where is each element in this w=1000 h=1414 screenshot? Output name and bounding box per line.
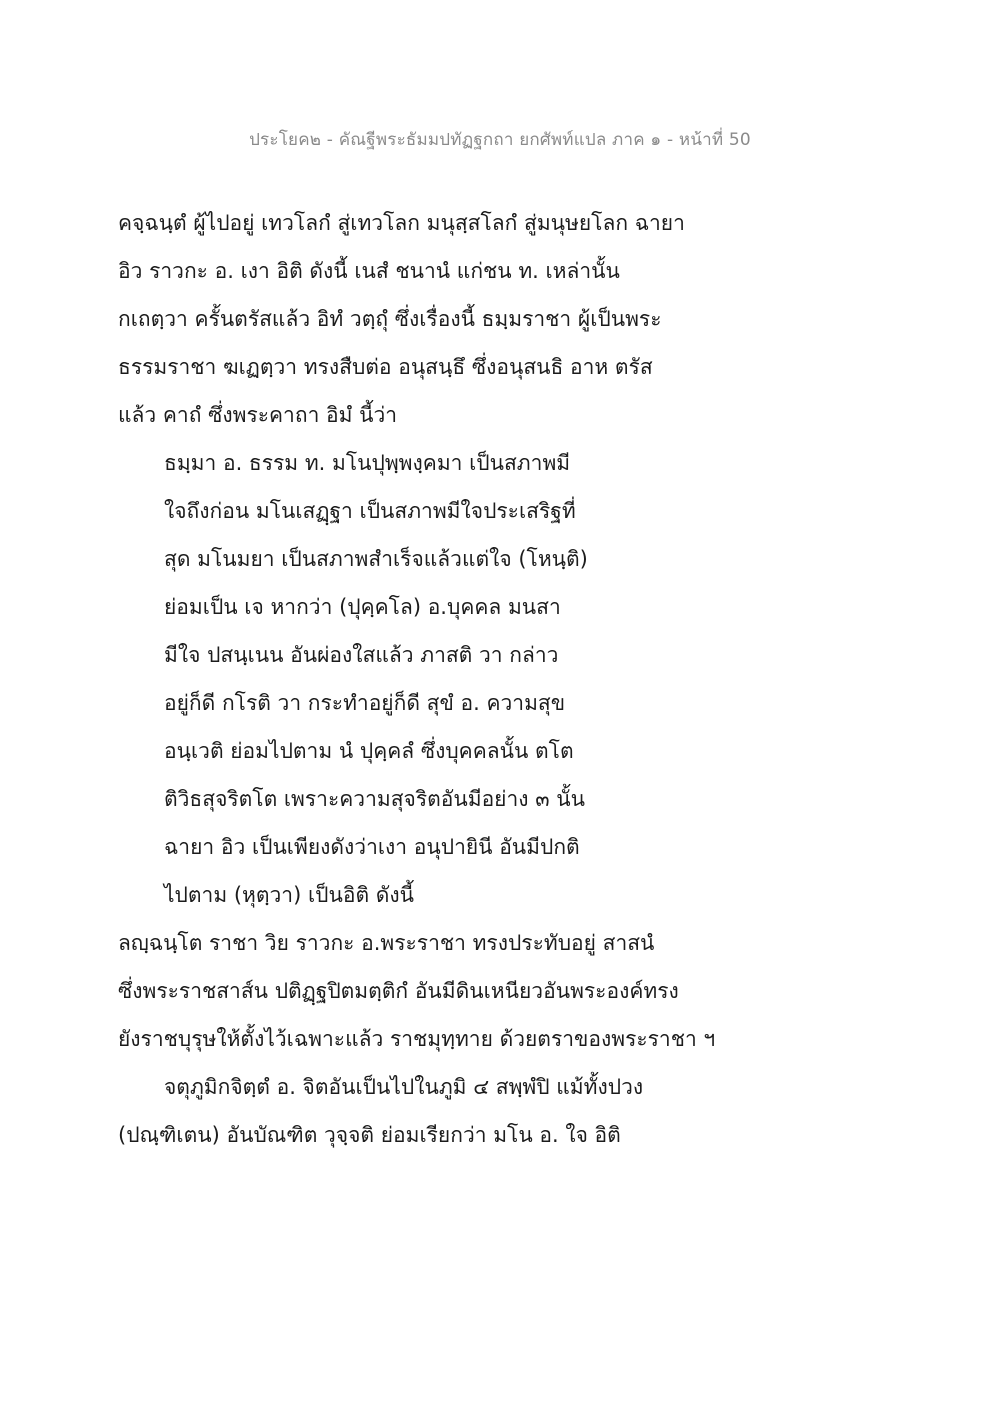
verse-line-5: มีใจ ปสนฺเนน อันผ่องใสแล้ว ภาสติ วา กล่าว — [164, 643, 559, 667]
text-line-10: (ปณฺฑิเตน) อันบัณฑิต วุจฺจติ ย่อมเรียกว่า มโน อ. ใจ อิติ — [118, 1123, 621, 1147]
text-line-7: ซึ่งพระราชสาส์น ปติฏฺฐปิตมตฺติกํ อันมีดินเหนียวอันพระองค์ทรง — [118, 979, 679, 1003]
text-line-6: ลญฺฉนฺโต ราชา วิย ราวกะ อ.พระราชา ทรงประทับอยู่ สาสนํ — [118, 931, 655, 955]
verse-line-7: อนฺเวติ ย่อมไปตาม นํ ปุคฺคลํ ซึ่งบุคคลนั้น ตโต — [164, 739, 574, 763]
text-line-4: ธรรมราชา ฆเฏตฺวา ทรงสืบต่อ อนุสนฺธึ ซึ่งอนุสนธิ อาห ตรัส — [118, 355, 653, 379]
text-line-9: จตุภูมิกจิตฺตํ อ. จิตอันเป็นไปในภูมิ ๔ สพฺพํปิ แม้ทั้งปวง — [164, 1075, 644, 1099]
verse-line-6: อยู่ก็ดี กโรติ วา กระทำอยู่ก็ดี สุขํ อ. ความสุข — [164, 691, 566, 715]
verse-line-3: สุด มโนมยา เป็นสภาพสำเร็จแล้วแต่ใจ (โหนฺติ) — [164, 547, 588, 571]
verse-line-1: ธมฺมา อ. ธรรม ท. มโนปุพฺพงฺคมา เป็นสภาพมี — [164, 451, 571, 475]
verse-line-4: ย่อมเป็น เจ หากว่า (ปุคฺคโล) อ.บุคคล มนสา — [164, 595, 561, 619]
verse-line-9: ฉายา อิว เป็นเพียงดังว่าเงา อนุปายินี อันมีปกติ — [164, 835, 580, 859]
page-header: ประโยค๒ - คัณฐีพระธัมมปทัฏฐกถา ยกศัพท์แปล ภาค ๑ - หน้าที่ 50 — [249, 130, 751, 150]
verse-line-10: ไปตาม (หุตฺวา) เป็นอิติ ดังนี้ — [164, 883, 415, 907]
text-line-8: ยังราชบุรุษให้ตั้งไว้เฉพาะแล้ว ราชมุทฺทาย ด้วยตราของพระราชา ฯ — [118, 1027, 716, 1051]
text-line-5: แล้ว คาถํ ซึ่งพระคาถา อิมํ นี้ว่า — [118, 403, 398, 427]
text-line-3: กเถตฺวา ครั้นตรัสแล้ว อิทํ วตฺถุํ ซึ่งเรื่องนี้ ธมฺมราชา ผู้เป็นพระ — [118, 307, 662, 331]
text-line-1: คจฺฉนฺตํ ผู้ไปอยู่ เทวโลกํ สู่เทวโลก มนุสฺสโลกํ สู่มนุษยโลก ฉายา — [118, 211, 685, 235]
verse-line-8: ติวิธสุจริตโต เพราะความสุจริตอันมีอย่าง ๓ นั้น — [164, 787, 585, 811]
text-line-2: อิว ราวกะ อ. เงา อิติ ดังนี้ เนสํ ชนานํ แก่ชน ท. เหล่านั้น — [118, 259, 620, 283]
verse-line-2: ใจถึงก่อน มโนเสฏฺฐา เป็นสภาพมีใจประเสริฐที่ — [164, 499, 576, 523]
